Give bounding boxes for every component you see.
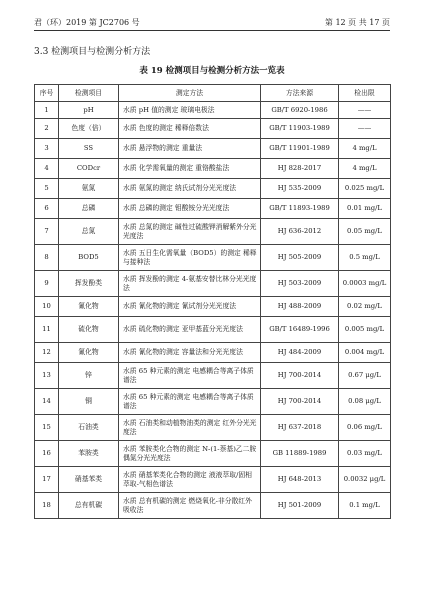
cell-method: 水质 65 种元素的测定 电感耦合等离子体质谱法 <box>119 363 261 389</box>
cell-method: 水质 色度的测定 稀释倍数法 <box>119 119 261 139</box>
method-table <box>34 84 391 519</box>
cell-method: 水质 硫化物的测定 亚甲基蓝分光光度法 <box>119 317 261 343</box>
column-header-no: 序号 <box>35 85 59 102</box>
table-row <box>35 297 391 317</box>
cell-source: HJ 505-2009 <box>261 245 339 271</box>
cell-source: HJ 501-2009 <box>261 493 339 519</box>
cell-no: 6 <box>35 199 59 219</box>
table-row <box>35 179 391 199</box>
cell-limit: 0.05 mg/L <box>339 219 391 245</box>
cell-method: 水质 总氮的测定 碱性过硫酸钾消解紫外分光光度法 <box>119 219 261 245</box>
cell-limit: 0.0003 mg/L <box>339 271 391 297</box>
cell-item: 挥发酚类 <box>59 271 119 297</box>
cell-no: 1 <box>35 102 59 119</box>
cell-method: 水质 石油类和动植物油类的测定 红外分光光度法 <box>119 415 261 441</box>
cell-item: pH <box>59 102 119 119</box>
cell-method: 水质 悬浮物的测定 重量法 <box>119 139 261 159</box>
cell-item: 硝基苯类 <box>59 467 119 493</box>
table-row <box>35 199 391 219</box>
cell-no: 18 <box>35 493 59 519</box>
cell-item: 锌 <box>59 363 119 389</box>
cell-source: HJ 503-2009 <box>261 271 339 297</box>
cell-method: 水质 挥发酚的测定 4-氨基安替比林分光光度法 <box>119 271 261 297</box>
cell-item: CODcr <box>59 159 119 179</box>
cell-source: GB 11889-1989 <box>261 441 339 467</box>
cell-no: 17 <box>35 467 59 493</box>
column-header-source: 方法来源 <box>261 85 339 102</box>
cell-no: 9 <box>35 271 59 297</box>
cell-method: 水质 五日生化需氧量（BOD5）的测定 稀释与接种法 <box>119 245 261 271</box>
table-row <box>35 493 391 519</box>
column-header-method: 测定方法 <box>119 85 261 102</box>
cell-item: 总氮 <box>59 219 119 245</box>
cell-item: 铜 <box>59 389 119 415</box>
cell-item: 苯胺类 <box>59 441 119 467</box>
cell-no: 14 <box>35 389 59 415</box>
cell-no: 5 <box>35 179 59 199</box>
cell-no: 4 <box>35 159 59 179</box>
table-row <box>35 389 391 415</box>
cell-no: 13 <box>35 363 59 389</box>
cell-item: 总有机碳 <box>59 493 119 519</box>
table-row <box>35 271 391 297</box>
cell-limit: 0.1 mg/L <box>339 493 391 519</box>
cell-method: 水质 总磷的测定 钼酸铵分光光度法 <box>119 199 261 219</box>
cell-method: 水质 总有机碳的测定 燃烧氧化-非分散红外吸收法 <box>119 493 261 519</box>
table-row <box>35 119 391 139</box>
cell-limit: 0.03 mg/L <box>339 441 391 467</box>
cell-source: HJ 700-2014 <box>261 389 339 415</box>
cell-limit: 0.02 mg/L <box>339 297 391 317</box>
cell-limit: 4 mg/L <box>339 139 391 159</box>
cell-method: 水质 化学需氧量的测定 重铬酸盐法 <box>119 159 261 179</box>
table-row <box>35 343 391 363</box>
column-header-limit: 检出限 <box>339 85 391 102</box>
cell-source: GB/T 11903-1989 <box>261 119 339 139</box>
cell-no: 16 <box>35 441 59 467</box>
section-title: 3.3 检测项目与检测分析方法 <box>34 47 151 57</box>
cell-method: 水质 pH 值的测定 玻璃电极法 <box>119 102 261 119</box>
cell-no: 15 <box>35 415 59 441</box>
table-row <box>35 159 391 179</box>
cell-source: HJ 828-2017 <box>261 159 339 179</box>
table-row <box>35 102 391 119</box>
cell-source: GB/T 6920-1986 <box>261 102 339 119</box>
cell-source: GB/T 11901-1989 <box>261 139 339 159</box>
table-row <box>35 139 391 159</box>
cell-limit: —— <box>339 119 391 139</box>
table-header-row <box>35 85 391 102</box>
cell-source: HJ 637-2018 <box>261 415 339 441</box>
cell-method: 水质 硝基苯类化合物的测定 液液萃取/固相萃取-气相色谱法 <box>119 467 261 493</box>
cell-no: 12 <box>35 343 59 363</box>
cell-item: 石油类 <box>59 415 119 441</box>
cell-limit: 0.67 μg/L <box>339 363 391 389</box>
cell-no: 3 <box>35 139 59 159</box>
cell-method: 水质 氰化物的测定 容量法和分光光度法 <box>119 343 261 363</box>
cell-limit: 0.025 mg/L <box>339 179 391 199</box>
cell-no: 8 <box>35 245 59 271</box>
table-row <box>35 441 391 467</box>
cell-source: HJ 484-2009 <box>261 343 339 363</box>
cell-limit: 0.004 mg/L <box>339 343 391 363</box>
cell-item: 硫化物 <box>59 317 119 343</box>
cell-source: HJ 648-2013 <box>261 467 339 493</box>
cell-source: HJ 700-2014 <box>261 363 339 389</box>
cell-limit: —— <box>339 102 391 119</box>
table-row <box>35 467 391 493</box>
table-caption: 表 19 检测项目与检测分析方法一览表 <box>139 66 285 76</box>
cell-no: 11 <box>35 317 59 343</box>
cell-source: HJ 535-2009 <box>261 179 339 199</box>
cell-limit: 0.0032 μg/L <box>339 467 391 493</box>
table-row <box>35 415 391 441</box>
cell-method: 水质 65 种元素的测定 电感耦合等离子体质谱法 <box>119 389 261 415</box>
report-number: 君（环）2019 第 JC2706 号 <box>34 18 140 27</box>
cell-source: GB/T 11893-1989 <box>261 199 339 219</box>
cell-limit: 4 mg/L <box>339 159 391 179</box>
cell-source: HJ 488-2009 <box>261 297 339 317</box>
table-row <box>35 219 391 245</box>
cell-method: 水质 氨氮的测定 纳氏试剂分光光度法 <box>119 179 261 199</box>
cell-item: BOD5 <box>59 245 119 271</box>
cell-limit: 0.01 mg/L <box>339 199 391 219</box>
cell-source: GB/T 16489-1996 <box>261 317 339 343</box>
cell-item: 氰化物 <box>59 297 119 317</box>
cell-item: 氰化物 <box>59 343 119 363</box>
cell-method: 水质 氰化物的测定 氰试剂分光光度法 <box>119 297 261 317</box>
page-number: 第 12 页 共 17 页 <box>324 18 390 27</box>
cell-item: 总磷 <box>59 199 119 219</box>
cell-limit: 0.005 mg/L <box>339 317 391 343</box>
table-row <box>35 317 391 343</box>
page-header <box>34 14 390 31</box>
cell-no: 7 <box>35 219 59 245</box>
cell-item: 色度（倍） <box>59 119 119 139</box>
cell-limit: 0.08 μg/L <box>339 389 391 415</box>
cell-no: 10 <box>35 297 59 317</box>
column-header-item: 检测项目 <box>59 85 119 102</box>
cell-source: HJ 636-2012 <box>261 219 339 245</box>
cell-item: 氨氮 <box>59 179 119 199</box>
table-row <box>35 363 391 389</box>
cell-item: SS <box>59 139 119 159</box>
table-row <box>35 245 391 271</box>
cell-limit: 0.5 mg/L <box>339 245 391 271</box>
cell-no: 2 <box>35 119 59 139</box>
cell-limit: 0.06 mg/L <box>339 415 391 441</box>
cell-method: 水质 苯胺类化合物的测定 N-(1-萘基)乙二胺偶氮分光光度法 <box>119 441 261 467</box>
